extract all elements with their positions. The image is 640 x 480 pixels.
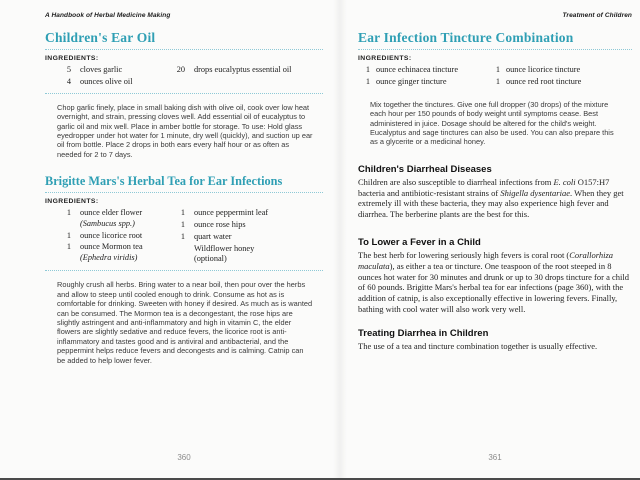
ingredient-row xyxy=(165,232,323,242)
ingredient-quantity: 20 xyxy=(176,65,185,74)
section-text: The best herb for lowering seriously high fevers is coral root (Corallorhiza maculata), as either a tea or tincture. One teaspoon of the root steeped in 8 ounces hot water for 30 minutes and drunk or up to 30 drops tincture for a child of 60 pounds. Brigitte Mars's herbal tea for ear infections (page 360), with the addition of catnip, is also exceptionally effective in lowering fevers. Finally, bathing with cool water will also work very well. xyxy=(358,250,629,315)
recipe-title-brigitte-mars-tea: Brigitte Mars's Herbal Tea for Ear Infections xyxy=(45,174,283,189)
ingredients-column-right xyxy=(165,65,323,77)
ingredient-row xyxy=(358,77,488,87)
ingredient-quantity: 1 xyxy=(66,208,71,218)
ingredient-quantity xyxy=(165,244,194,265)
section-text: Children are also susceptible to diarrheal infections from E. coli O157:H7 bacteria and antibiotic-resistant strains of Shigella dysentariae. When they get extremely ill with these bacteria, they may also experience high fever and diarrhea. The berberine plants are the best for this. xyxy=(358,176,624,220)
ingredients-label: INGREDIENTS: xyxy=(45,198,99,206)
page-gutter-shadow xyxy=(333,0,347,478)
section-heading-lower-fever: To Lower a Fever in a Child xyxy=(358,237,481,249)
ingredients-column-left xyxy=(51,208,165,265)
ingredient-name: cloves garlic xyxy=(80,65,123,74)
ingredients-label: INGREDIENTS: xyxy=(45,55,99,62)
ingredients-column-right xyxy=(165,208,323,266)
ingredients-label: INGREDIENTS: xyxy=(358,55,412,62)
section-heading-diarrheal-diseases: Children's Diarrheal Diseases xyxy=(358,163,492,175)
ingredient-note: (optional) xyxy=(194,254,227,264)
ingredient-name: quart water xyxy=(194,232,232,242)
ingredient-quantity: 1 xyxy=(66,230,71,240)
ingredients-column-right xyxy=(488,65,632,89)
ingredient-name: drops eucalyptus essential oil xyxy=(194,65,292,74)
running-head-right: Treatment of Children xyxy=(562,12,632,19)
ingredient-name: ounce ginger tincture xyxy=(376,76,447,86)
ingredient-row xyxy=(51,77,165,87)
ingredient-quantity: 1 xyxy=(180,232,185,242)
ingredient-row xyxy=(165,208,323,218)
recipe-instructions: Mix together the tinctures. Give one full dropper (30 drops) of the mixture each hour per 150 pounds of body weight until symptoms cease. Best administered in juice. Dosage should be altered for the child's weight. Eucalyptus and sage tinctures can also be used. You can also prepare this as a glycerite or a medicinal honey. xyxy=(370,99,614,147)
ingredient-name: ounce peppermint leaf xyxy=(194,208,269,218)
botanical-name: (Ephedra viridis) xyxy=(80,252,138,262)
ingredients-list xyxy=(45,208,323,266)
section-heading-treating-diarrhea: Treating Diarrhea in Children xyxy=(358,327,489,339)
right-page xyxy=(358,0,632,478)
section-text: The use of a tea and tincture combination together is usually effective. xyxy=(358,340,598,351)
dotted-rule xyxy=(45,49,323,50)
ingredient-row xyxy=(488,77,632,87)
ingredient-row xyxy=(165,220,323,230)
ingredient-quantity: 1 xyxy=(180,220,185,230)
ingredient-quantity: 1 xyxy=(365,76,370,86)
ingredient-name: ounce licorice tincture xyxy=(506,65,581,74)
running-head-left: A Handbook of Herbal Medicine Making xyxy=(45,12,171,19)
dotted-rule xyxy=(45,93,323,94)
ingredient-row xyxy=(51,65,165,75)
ingredient-quantity: 1 xyxy=(495,76,500,86)
ingredient-row xyxy=(51,231,165,241)
ingredient-name: ounce elder flower (Sambucus spp.) xyxy=(80,208,143,228)
ingredient-row xyxy=(51,242,165,263)
ingredient-name: Wildflower honey (optional) xyxy=(194,243,255,264)
ingredient-quantity: 1 xyxy=(495,65,500,74)
dotted-rule xyxy=(45,270,323,271)
ingredients-column-left xyxy=(51,65,165,89)
left-page xyxy=(45,0,323,478)
ingredient-quantity: 1 xyxy=(66,242,71,252)
ingredient-name: ounce licorice root xyxy=(80,230,143,240)
ingredient-name: ounce echinacea tincture xyxy=(376,65,458,74)
ingredient-name: ounce red root tincture xyxy=(506,76,582,86)
dotted-rule xyxy=(45,192,323,193)
ingredient-row xyxy=(165,244,323,265)
ingredient-name: ounces olive oil xyxy=(80,76,133,86)
page-number-left: 360 xyxy=(177,453,191,462)
ingredient-row xyxy=(165,65,323,75)
page-number-right: 361 xyxy=(488,453,502,462)
recipe-title-childrens-ear-oil: Children's Ear Oil xyxy=(45,30,156,45)
ingredient-row xyxy=(358,65,488,75)
ingredient-quantity: 1 xyxy=(365,65,370,74)
recipe-instructions: Roughly crush all herbs. Bring water to a near boil, then pour over the herbs and allow to steep until cooled enough to drink. Consume as hot as is comfortable for drinking. Sweeten with honey if desired. As much as is wanted can be consumed. The Mormon tea is a decongestant, the rose hips are slightly astringent and anti-inflammatory and high in vitamin C, the elder flowers are slightly sedative and reduce fevers, the licorice root is anti-inflammatory and tastes good and is antiviral and antibacterial, and the peppermint helps reduce fevers and decongests and is calming. Catnip can be added to help lower fever. xyxy=(57,280,313,365)
ingredients-list xyxy=(45,65,323,89)
ingredient-row xyxy=(51,208,165,229)
ingredient-quantity: 5 xyxy=(66,65,71,74)
dotted-rule xyxy=(358,49,632,50)
ingredients-list xyxy=(358,65,632,89)
botanical-name: (Sambucus spp.) xyxy=(80,218,135,228)
ingredient-row xyxy=(488,65,632,75)
recipe-title-ear-infection-tincture: Ear Infection Tincture Combination xyxy=(358,30,574,45)
ingredient-quantity: 1 xyxy=(180,208,185,218)
ingredient-name: ounce Mormon tea (Ephedra viridis) xyxy=(80,242,143,262)
recipe-instructions: Chop garlic finely, place in small baking dish with olive oil, cook over low heat overnight, and strain, pressing cloves well. Add essential oil of eucalyptus to garlic oil and mix well. Place in amber bottle for storage. To use: Hold glass eyedropper under hot water for 1 minute, dry well (quickly), and suction up ear oil from bottle. Place 2 drops in both ears every half hour or as often as needed for 2 to 7 days. xyxy=(57,102,313,159)
ingredient-name: ounce rose hips xyxy=(194,220,246,230)
ingredients-column-left xyxy=(358,65,488,89)
ingredient-quantity: 4 xyxy=(66,76,71,86)
